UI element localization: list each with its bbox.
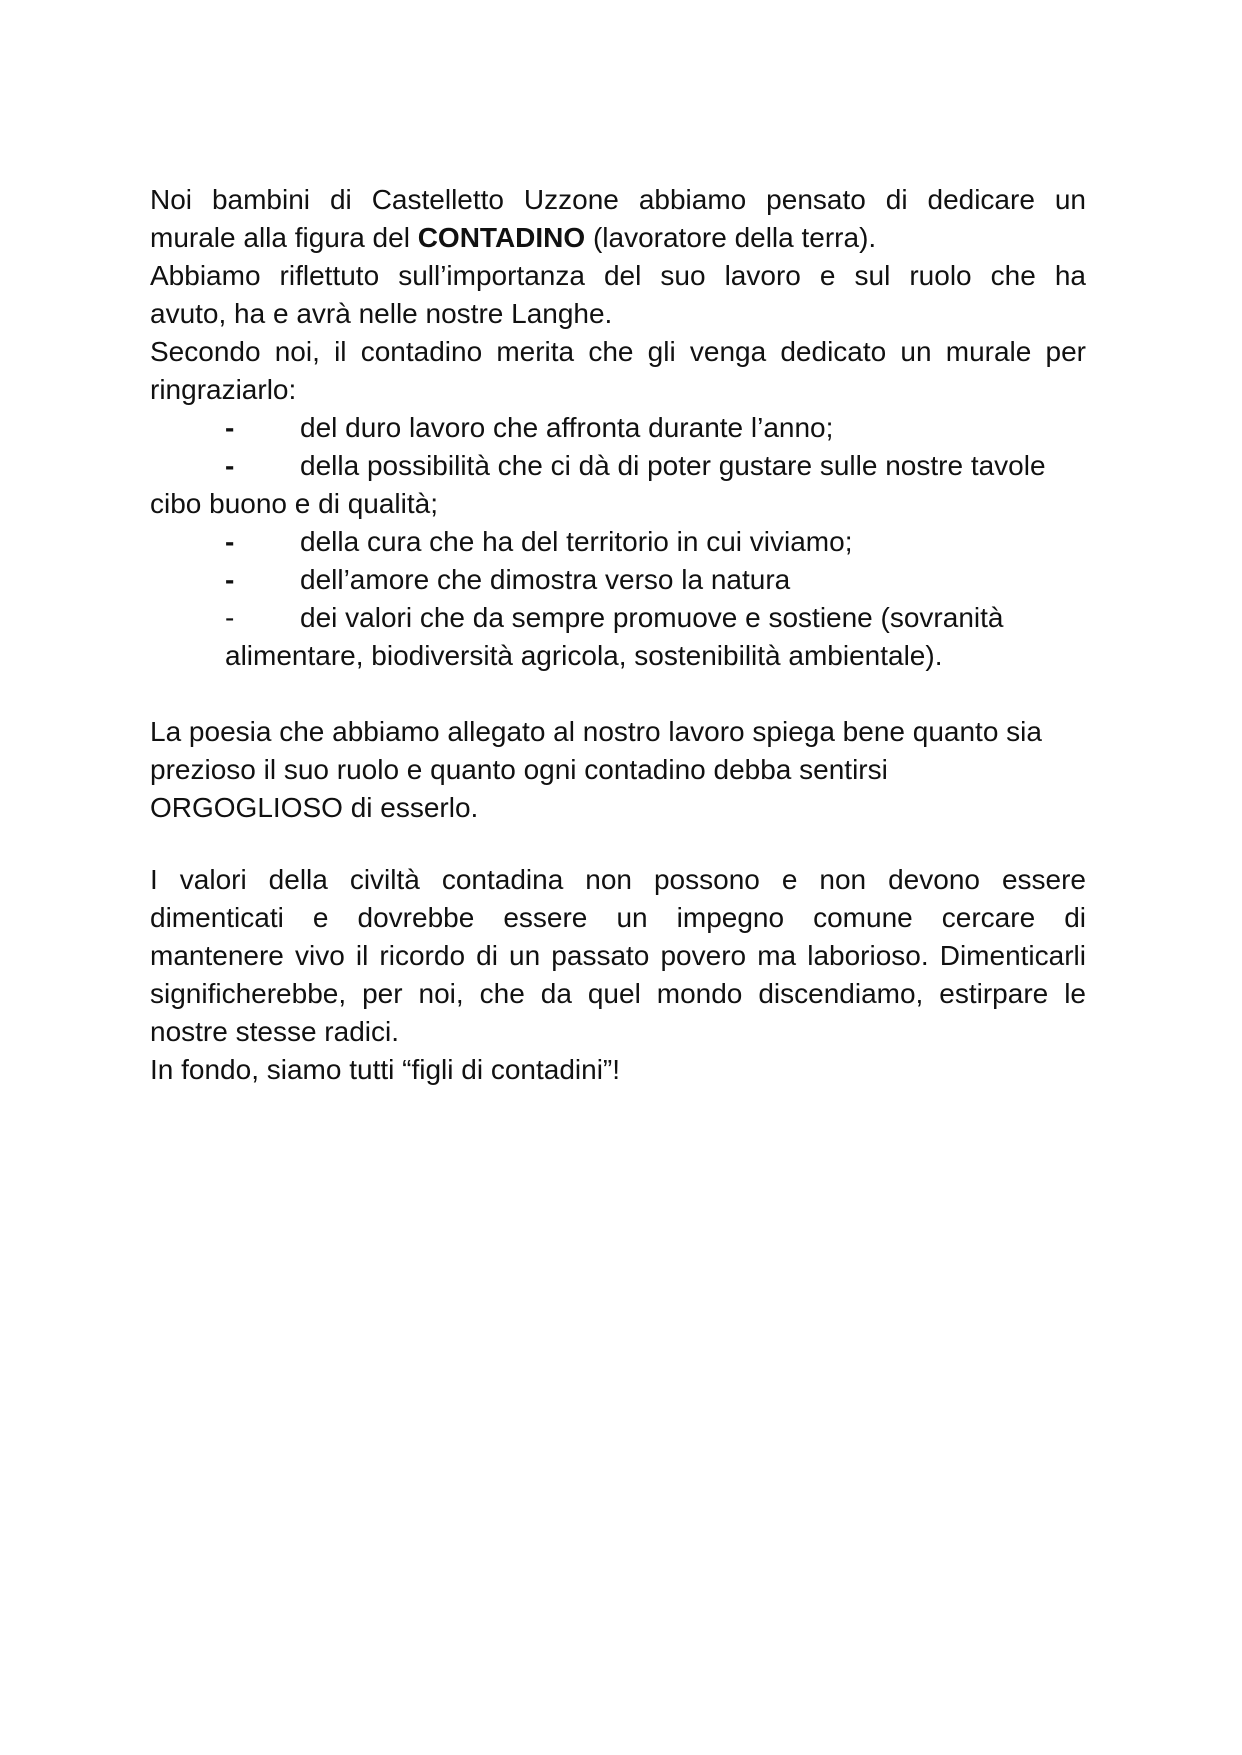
paragraph-1-line-4: avuto, ha e avrà nelle nostre Langhe. [150,298,613,329]
text-run: (lavoratore della terra). [585,222,877,253]
list-item-5: dei valori che da sempre promuove e sostiene (sovranità [300,602,1004,633]
paragraph-1-line-6: ringraziarlo: [150,374,297,405]
paragraph-2-line-2: prezioso il suo ruolo e quanto ogni contadino debba sentirsi [150,754,888,785]
paragraph-3-line-6: In fondo, siamo tutti “figli di contadini”! [150,1054,621,1085]
paragraph-3-line-1: I valori della civiltà contadina non possono e non devono essere [150,864,1086,895]
paragraph-1-line-1: Noi bambini di Castelletto Uzzone abbiamo pensato di dedicare un [150,184,1086,215]
text-run: di esserlo. [342,792,479,823]
list-item-3: della cura che ha del territorio in cui viviamo; [300,526,853,557]
list-bullet: - [225,526,235,557]
list-item-5-continuation: alimentare, biodiversità agricola, sostenibilità ambientale). [225,640,943,671]
list-item-2-continuation: cibo buono e di qualità; [150,488,438,519]
paragraph-2-line-3 [150,789,1086,827]
list-item-4: dell’amore che dimostra verso la natura [300,564,791,595]
list-bullet: - [225,412,235,443]
contadino-emphasis: CONTADINO [417,222,586,253]
paragraph-1-line-5: Secondo noi, il contadino merita che gli venga dedicato un murale per [150,336,1086,367]
paragraph-3-line-4: significherebbe, per noi, che da quel mondo discendiamo, estirpare le [150,978,1086,1009]
paragraph-1-line-3: Abbiamo riflettuto sull’importanza del suo lavoro e sul ruolo che ha [150,260,1086,291]
list-item-1: del duro lavoro che affronta durante l’anno; [300,412,834,443]
text-run: murale alla figura del [150,222,418,253]
paragraph-2-line-1: La poesia che abbiamo allegato al nostro lavoro spiega bene quanto sia [150,716,1042,747]
paragraph-3-line-3: mantenere vivo il ricordo di un passato povero ma laborioso. Dimenticarli [150,940,1086,971]
list-bullet: - [225,450,235,481]
paragraph-3-line-5: nostre stesse radici. [150,1016,399,1047]
orgoglioso-emphasis: ORGOGLIOSO [150,792,343,823]
list-item-2: della possibilità che ci dà di poter gustare sulle nostre tavole [300,450,1046,481]
list-bullet: - [225,602,235,633]
paragraph-1-line-2 [150,219,1086,257]
paragraph-3-line-2: dimenticati e dovrebbe essere un impegno comune cercare di [150,902,1086,933]
list-bullet: - [225,564,235,595]
